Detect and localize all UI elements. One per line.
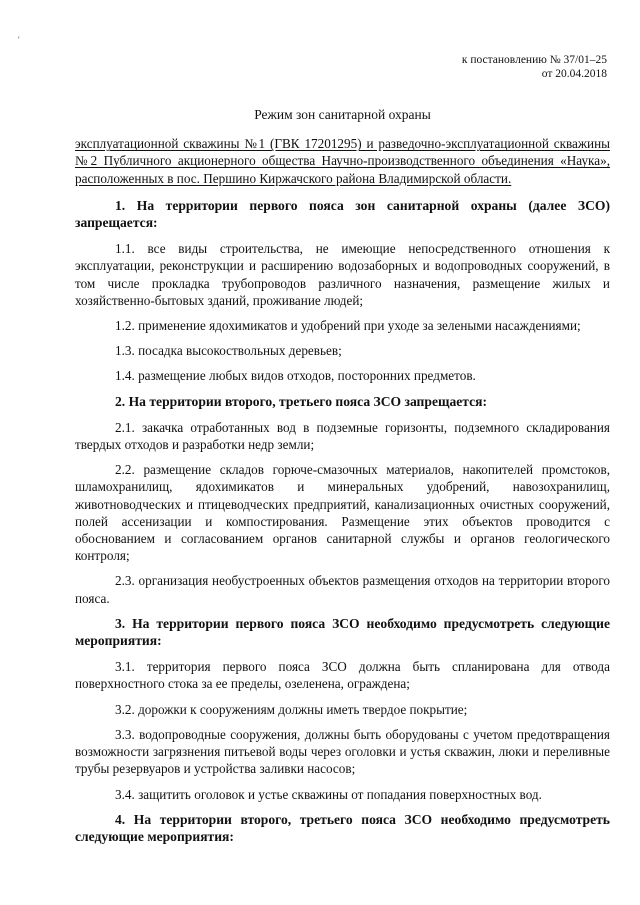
section-3: [75, 615, 610, 803]
section-item: 3.3. водопроводные сооружения, должны быть оборудованы с учетом предотвращения возможности загрязнения питьевой воды через оголовки и устья скважин, люки и переливные трубы резервуаров и устройства заливки насосов;: [75, 726, 610, 777]
section-2: [75, 393, 610, 607]
section-1: [75, 197, 610, 385]
section-item: 1.4. размещение любых видов отходов, посторонних предметов.: [115, 368, 476, 384]
section-item: 2.2. размещение складов горюче-смазочных материалов, накопителей промстоков, шламохранилищ, ядохимикатов и минеральных удобрений, навозохранилищ, животноводческих и птицеводческих предприятий, канализационных очистных сооружений, полей ассенизации и компостирования. Размещение этих объектов проводится с обоснованием и согласованием органов санитарной службы и органов геологического контроля;: [75, 462, 610, 564]
section-heading: 4. На территории второго, третьего пояса ЗСО необходимо предусмотреть следующие мероприятия:: [75, 811, 610, 844]
section-item: 1.3. посадка высокоствольных деревьев;: [115, 343, 342, 359]
section-item: 2.1. закачка отработанных вод в подземные горизонты, подземного складирования твердых отходов и разработки недр земли;: [75, 419, 610, 453]
section-item: 3.1. территория первого пояса ЗСО должна быть спланирована для отвода поверхностного стока за ее пределы, озеленена, ограждена;: [75, 659, 610, 692]
section-item: 3.2. дорожки к сооружениям должны иметь твердое покрытие;: [115, 701, 468, 717]
section-4: [75, 811, 610, 845]
section-heading: 2. На территории второго, третьего пояса ЗСО запрещается:: [115, 393, 488, 409]
section-item: 1.2. применение ядохимикатов и удобрений при уходе за зелеными насаждениями;: [115, 318, 581, 334]
section-item: 1.1. все виды строительства, не имеющие непосредственного отношения к эксплуатации, реконструкции и расширению водозаборных и водопроводных сооружений, в том числе прокладка трубопроводов различного назначения, размещение жилых и хозяйственно-бытовых зданий, проживание людей;: [75, 241, 610, 308]
document-title: Режим зон санитарной охраны: [254, 107, 431, 122]
document-body: [75, 106, 610, 854]
resolution-date: от 20.04.2018: [541, 68, 607, 80]
section-item: 2.3. организация необустроенных объектов размещения отходов на территории второго пояса.: [75, 573, 610, 606]
resolution-number: к постановлению № 37/01–25: [461, 54, 607, 66]
section-item: 3.4. защитить оголовок и устье скважины от попадания поверхностных вод.: [115, 786, 542, 802]
section-heading: 1. На территории первого пояса зон санитарной охраны (далее ЗСО) запрещается:: [75, 197, 610, 231]
section-heading: 3. На территории первого пояса ЗСО необходимо предусмотреть следующие мероприятия:: [75, 615, 610, 649]
document-subtitle: эксплуатационной скважины №1 (ГВК 17201295) и разведочно-эксплуатационной скважины №2 Публичного акционерного общества Научно-производственного объединения «Наука», расположенных в пос. Першино Киржачского района Владимирской области.: [75, 136, 610, 186]
corner-mark: ': [18, 35, 20, 45]
resolution-reference: [462, 53, 607, 81]
